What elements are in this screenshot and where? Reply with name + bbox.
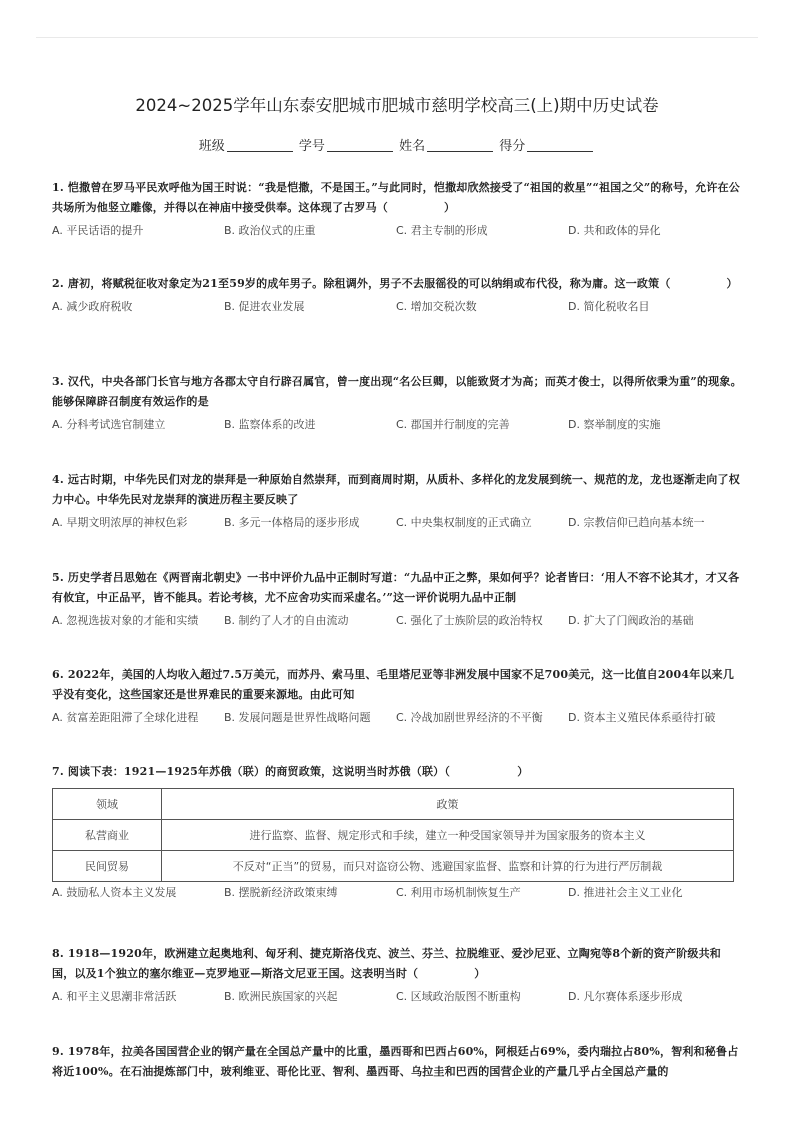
- option-b[interactable]: B. 多元一体格局的逐步形成: [224, 516, 360, 529]
- question-6: [52, 665, 742, 727]
- number-label: 学号: [298, 139, 325, 154]
- option-a[interactable]: A. 忽视选拔对象的才能和实绩: [52, 614, 199, 627]
- option-c[interactable]: C. 增加交税次数: [396, 300, 477, 313]
- option-d[interactable]: D. 宗教信仰已趋向基本统一: [568, 516, 705, 529]
- name-blank[interactable]: [427, 139, 493, 152]
- option-b[interactable]: B. 发展问题是世界性战略问题: [224, 711, 371, 724]
- option-d[interactable]: D. 察举制度的实施: [568, 418, 661, 431]
- option-d[interactable]: D. 凡尔赛体系逐步形成: [568, 990, 683, 1003]
- table-header: 领域: [53, 789, 162, 820]
- student-info-line: [0, 135, 794, 154]
- question-stem: 1. 恺撒曾在罗马平民欢呼他为国王时说：“我是恺撒，不是国王。”与此同时，恺撒却欣然接受了“祖国的救星”“祖国之父”的称号，允许在公共场所为他竖立雕像，并得以在神庙中接受供奉。这体现了古罗马（ ）: [52, 181, 740, 214]
- question-stem: 7. 阅读下表：1921—1925年苏俄（联）的商贸政策，这说明当时苏俄（联）（ ）: [52, 765, 529, 778]
- policy-table: [52, 788, 734, 882]
- option-c[interactable]: C. 郡国并行制度的完善: [396, 418, 510, 431]
- table-cell: 不反对“正当”的贸易，而只对盗窃公物、逃避国家监督、监察和计算的行为进行严厉制裁: [162, 851, 734, 882]
- options-row: [52, 298, 742, 316]
- option-a[interactable]: A. 和平主义思潮非常活跃: [52, 990, 177, 1003]
- class-label: 班级: [198, 139, 225, 154]
- question-2: [52, 274, 742, 316]
- question-3: [52, 372, 742, 434]
- options-row: [52, 222, 742, 240]
- options-row: [52, 514, 742, 532]
- question-9: [52, 1042, 742, 1082]
- option-c[interactable]: C. 君主专制的形成: [396, 224, 488, 237]
- options-row: [52, 612, 742, 630]
- number-blank[interactable]: [327, 139, 393, 152]
- option-a[interactable]: A. 平民话语的提升: [52, 224, 144, 237]
- class-blank[interactable]: [227, 139, 293, 152]
- option-c[interactable]: C. 利用市场机制恢复生产: [396, 886, 521, 899]
- question-1: [52, 178, 742, 240]
- question-stem: 5. 历史学者吕思勉在《两晋南北朝史》一书中评价九品中正制时写道：“九品中正之弊，果如何乎？论者皆曰：‘用人不容不论其才，才又各有攸宜，中正品平，皆不能具。若论考核，尤不应舍功实而采虚名。’”这一评价说明九品中正制: [52, 571, 740, 604]
- option-a[interactable]: A. 贫富差距阻滞了全球化进程: [52, 711, 199, 724]
- question-stem: 3. 汉代，中央各部门长官与地方各郡太守自行辟召属官，曾一度出现“名公巨卿，以能致贤才为高；而英才俊士，以得所依秉为重”的现象。能够保障辟召制度有效运作的是: [52, 375, 742, 408]
- option-b[interactable]: B. 政治仪式的庄重: [224, 224, 316, 237]
- table-header-row: [53, 789, 734, 820]
- option-a[interactable]: A. 鼓励私人资本主义发展: [52, 886, 177, 899]
- option-d[interactable]: D. 扩大了门阀政治的基础: [568, 614, 694, 627]
- options-row: [52, 416, 742, 434]
- option-c[interactable]: C. 中央集权制度的正式确立: [396, 516, 532, 529]
- option-d[interactable]: D. 推进社会主义工业化: [568, 886, 683, 899]
- option-d[interactable]: D. 资本主义殖民体系亟待打破: [568, 711, 716, 724]
- option-c[interactable]: C. 强化了士族阶层的政治特权: [396, 614, 543, 627]
- option-b[interactable]: B. 促进农业发展: [224, 300, 305, 313]
- option-b[interactable]: B. 欧洲民族国家的兴起: [224, 990, 338, 1003]
- options-row: [52, 988, 742, 1006]
- score-blank[interactable]: [527, 139, 593, 152]
- table-cell: 民间贸易: [53, 851, 162, 882]
- page-title: 2024~2025学年山东泰安肥城市肥城市慈明学校高三(上)期中历史试卷: [135, 96, 659, 115]
- option-a[interactable]: A. 分科考试选官制建立: [52, 418, 166, 431]
- header-rule: [36, 37, 758, 38]
- question-stem: 8. 1918—1920年，欧洲建立起奥地利、匈牙利、捷克斯洛伐克、波兰、芬兰、拉脱维亚、爱沙尼亚、立陶宛等8个新的资产阶级共和国，以及1个独立的塞尔维亚—克罗地亚—斯洛文尼亚王国。这表明当时（ ）: [52, 947, 721, 980]
- options-row: [52, 709, 742, 727]
- option-d[interactable]: D. 共和政体的异化: [568, 224, 661, 237]
- question-7: [52, 762, 742, 902]
- question-stem: 2. 唐初，将赋税征收对象定为21至59岁的成年男子。除租调外，男子不去服徭役的可以纳绢或布代役，称为庸。这一政策（ ）: [52, 277, 738, 290]
- option-a[interactable]: A. 早期文明浓厚的神权色彩: [52, 516, 188, 529]
- option-b[interactable]: B. 摆脱新经济政策束缚: [224, 886, 338, 899]
- score-label: 得分: [499, 139, 526, 154]
- question-8: [52, 944, 742, 1006]
- question-stem: 6. 2022年，美国的人均收入超过7.5万美元，而苏丹、索马里、毛里塔尼亚等非洲发展中国家不足700美元，这一比值自2004年以来几乎没有变化，这些国家还是世界难民的重要来源地。由此可知: [52, 668, 735, 701]
- option-b[interactable]: B. 监察体系的改进: [224, 418, 316, 431]
- question-5: [52, 568, 742, 630]
- table-header: 政策: [162, 789, 734, 820]
- table-row: [53, 820, 734, 851]
- question-stem: 4. 远古时期，中华先民们对龙的崇拜是一种原始自然崇拜，而到商周时期，从质朴、多样化的龙发展到统一、规范的龙，龙也逐渐走向了权力中心。中华先民对龙崇拜的演进历程主要反映了: [52, 473, 740, 506]
- option-b[interactable]: B. 制约了人才的自由流动: [224, 614, 349, 627]
- table-cell: 私营商业: [53, 820, 162, 851]
- option-d[interactable]: D. 简化税收名目: [568, 300, 650, 313]
- question-stem: 9. 1978年，拉美各国国营企业的钢产量在全国总产量中的比重，墨西哥和巴西占60%，阿根廷占69%，委内瑞拉占80%，智利和秘鲁占将近100%。在石油提炼部门中，玻利维亚、哥伦比亚、智利、墨西哥、乌拉圭和巴西的国营企业的产量几乎占全国总产量的: [52, 1045, 739, 1078]
- option-c[interactable]: C. 冷战加剧世界经济的不平衡: [396, 711, 543, 724]
- options-row: [52, 884, 742, 902]
- table-row: [53, 851, 734, 882]
- option-c[interactable]: C. 区域政治版图不断重构: [396, 990, 521, 1003]
- question-4: [52, 470, 742, 532]
- option-a[interactable]: A. 减少政府税收: [52, 300, 133, 313]
- table-cell: 进行监察、监督、规定形式和手续，建立一种受国家领导并为国家服务的资本主义: [162, 820, 734, 851]
- name-label: 姓名: [399, 139, 426, 154]
